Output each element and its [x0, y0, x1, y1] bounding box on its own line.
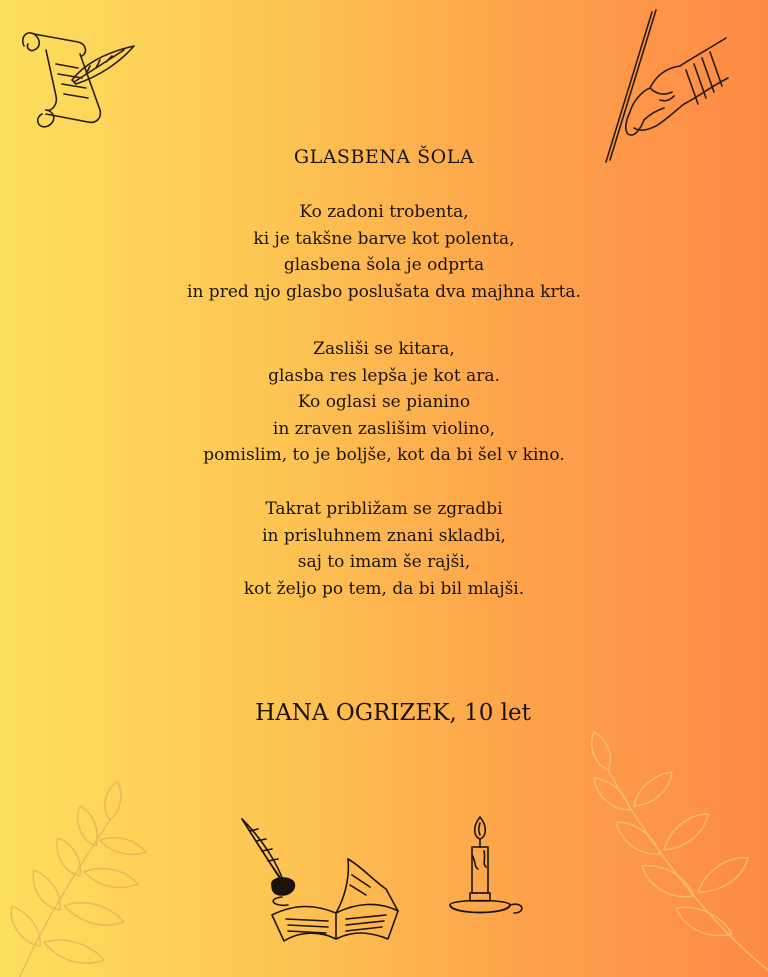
- poem-title: GLASBENA ŠOLA: [293, 146, 475, 168]
- scroll-quill-icon: [16, 18, 141, 136]
- poem-author: HANA OGRIZEK, 10 let: [255, 700, 531, 726]
- poem-line: in prisluhnem znani skladbi,: [262, 525, 506, 546]
- poem-line: kot željo po tem, da bi bil mlajši.: [243, 578, 525, 599]
- poem-line: Ko zadoni trobenta,: [299, 202, 469, 222]
- leaf-branch-icon: [0, 780, 175, 977]
- poem-line: ki je takšne barve kot polenta,: [253, 228, 515, 249]
- leaf-branch-icon: [568, 730, 768, 977]
- quill-inkpot-book-icon: [238, 815, 410, 945]
- candle-icon: [444, 815, 526, 927]
- poem-line: glasba res lepša je kot ara.: [268, 365, 500, 386]
- poem-line: Zasliši se kitara,: [313, 339, 455, 359]
- poem-stanza-2: [0, 336, 768, 469]
- poem-line: pomislim, to je boljše, kot da bi šel v kino.: [203, 445, 565, 465]
- poem-stanza-1: [0, 199, 768, 305]
- poem-line: in zraven zaslišim violino,: [272, 418, 496, 439]
- poem-line: Takrat približam se zgradbi: [265, 499, 503, 519]
- hand-writing-pen-icon: [600, 8, 732, 166]
- poem-stanza-3: [0, 496, 768, 602]
- poem-line: glasbena šola je odprta: [283, 255, 485, 275]
- poem-line: saj to imam še rajši,: [297, 552, 471, 572]
- poem-line: in pred njo glasbo poslušata dva majhna krta.: [187, 281, 581, 302]
- poem-line: Ko oglasi se pianino: [297, 392, 471, 412]
